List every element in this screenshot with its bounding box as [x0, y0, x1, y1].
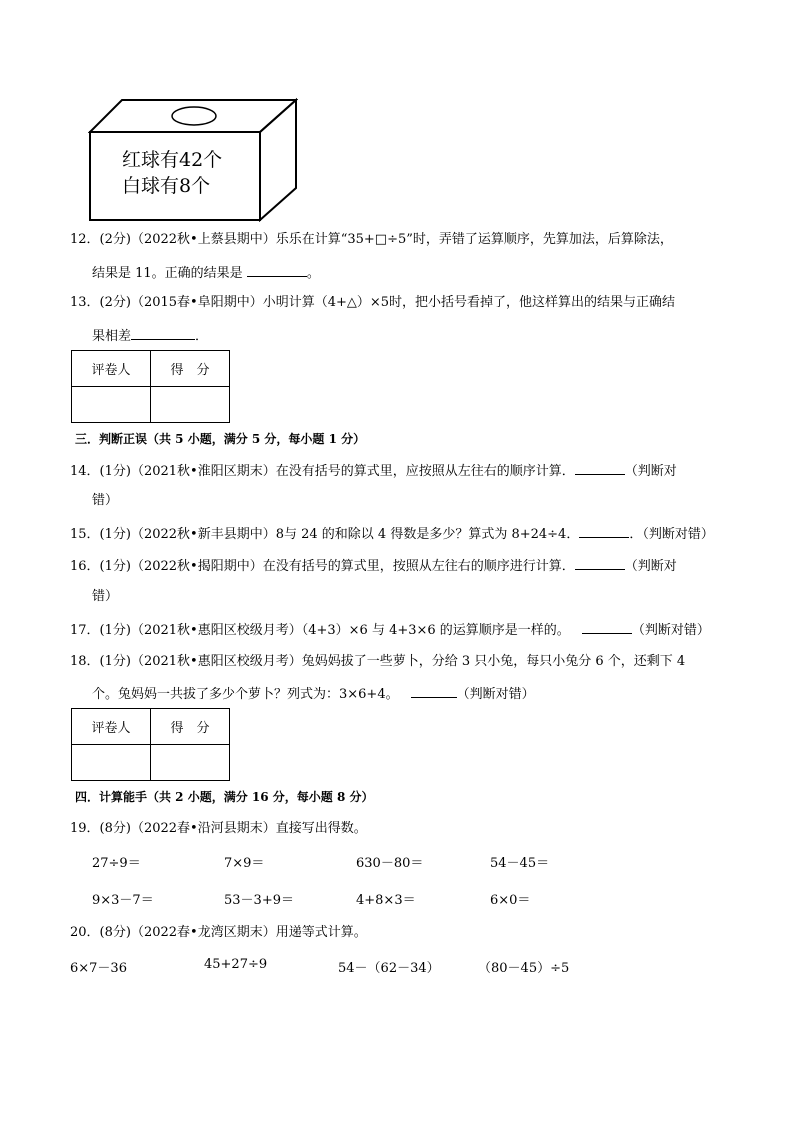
q13-line1: 13．(2分)（2015春•阜阳期中）小明计算（4+△）×5时，把小括号看掉了，他这样算出的结果与正确结: [70, 295, 676, 310]
figure-text-white: 白球有8个: [122, 175, 211, 197]
q17-answer-blank[interactable]: [582, 620, 632, 634]
q13-line2: [92, 326, 208, 346]
q18-answer-blank[interactable]: [411, 684, 457, 698]
q12-line1: 12．(2分)（2022秋•上蔡县期中）乐乐在计算“35+□÷5”时，弄错了运算顺序，先算加法，后算除法，: [70, 232, 673, 247]
q12-end: 。: [306, 266, 320, 281]
q13-end: ．: [195, 329, 209, 344]
q19-item: 27÷9＝: [92, 856, 141, 871]
grader-cell[interactable]: [72, 387, 151, 423]
q15-text: 15．(1分)（2022秋•新丰县期中）8与 24 的和除以 4 得数是多少？算式为 8+24÷4．: [70, 527, 580, 542]
q17-line1: [70, 620, 710, 640]
q20-title: 20．(8分)（2022春•龙湾区期末）用递等式计算。: [70, 925, 367, 940]
q19-item: 53－3+9＝: [224, 893, 294, 908]
q19-item: 54－45＝: [490, 856, 550, 871]
q20-item: 54－（62－34）: [338, 961, 440, 976]
q19-item: 7×9＝: [224, 856, 265, 871]
q20-item: 45+27÷9: [204, 957, 268, 972]
q20-item: 6×7－36: [70, 961, 127, 976]
q17-text: 17．(1分)（2021秋•惠阳区校级月考）（4+3）×6 与 4+3×6 的运算顺序是一样的。: [70, 623, 570, 638]
q16-answer-blank[interactable]: [575, 556, 625, 570]
figure-text-red: 红球有42个: [122, 149, 223, 171]
grader-header: 评卷人: [72, 351, 151, 387]
score-header: 得 分: [151, 351, 230, 387]
q17-hint: （判断对错）: [631, 623, 710, 638]
q18-line1: 18．(1分)（2021秋•惠阳区校级月考）兔妈妈拔了一些萝卜，分给 3 只小兔，每只小兔分 6 个，还剩下 4: [70, 654, 686, 669]
q13-answer-blank[interactable]: [131, 326, 195, 340]
section-4-title: 四．计算能手（共 2 小题，满分 16 分，每小题 8 分）: [75, 790, 374, 804]
q16-line1: [70, 556, 677, 576]
q19-item: 6×0＝: [490, 893, 531, 908]
q18-text: 个。兔妈妈一共拔了多少个萝卜？列式为：3×6+4。: [92, 687, 399, 702]
q20-item: （80－45）÷5: [478, 961, 570, 976]
q16-hint: （判断对: [624, 559, 677, 574]
score-header: 得 分: [151, 709, 230, 745]
q15-hint: ．（判断对错）: [629, 527, 714, 542]
grader-header: 评卷人: [72, 709, 151, 745]
score-table: [71, 708, 230, 781]
q16-text: 16．(1分)（2022秋•揭阳期中）在没有括号的算式里，按照从左往右的顺序进行计算．: [70, 559, 575, 574]
q14-hint: （判断对: [624, 464, 677, 479]
grader-cell[interactable]: [72, 745, 151, 781]
q14-text: 14．(1分)（2021秋•淮阳区期末）在没有括号的算式里，应按照从左往右的顺序计算．: [70, 464, 575, 479]
section-3-title: 三．判断正误（共 5 小题，满分 5 分，每小题 1 分）: [75, 432, 366, 446]
q12-answer-blank[interactable]: [247, 263, 307, 277]
q18-line2: [92, 684, 535, 704]
q14-answer-blank[interactable]: [575, 461, 625, 475]
q14-line2: 错）: [92, 493, 119, 508]
score-cell[interactable]: [151, 387, 230, 423]
q19-item: 9×3－7＝: [92, 893, 154, 908]
q12-text: 结果是 11。正确的结果是: [92, 266, 247, 281]
score-table: [71, 350, 230, 423]
q15-answer-blank[interactable]: [579, 524, 629, 538]
q19-item: 4+8×3＝: [356, 893, 416, 908]
q19-title: 19．(8分)（2022春•沿河县期末）直接写出得数。: [70, 821, 367, 836]
q16-line2: 错）: [92, 589, 119, 604]
q13-text: 果相差: [92, 329, 132, 344]
q18-hint: （判断对错）: [456, 687, 535, 702]
q19-item: 630－80＝: [356, 856, 424, 871]
q12-line2: [92, 263, 320, 283]
q14-line1: [70, 461, 677, 481]
q15-line1: [70, 524, 714, 544]
score-cell[interactable]: [151, 745, 230, 781]
